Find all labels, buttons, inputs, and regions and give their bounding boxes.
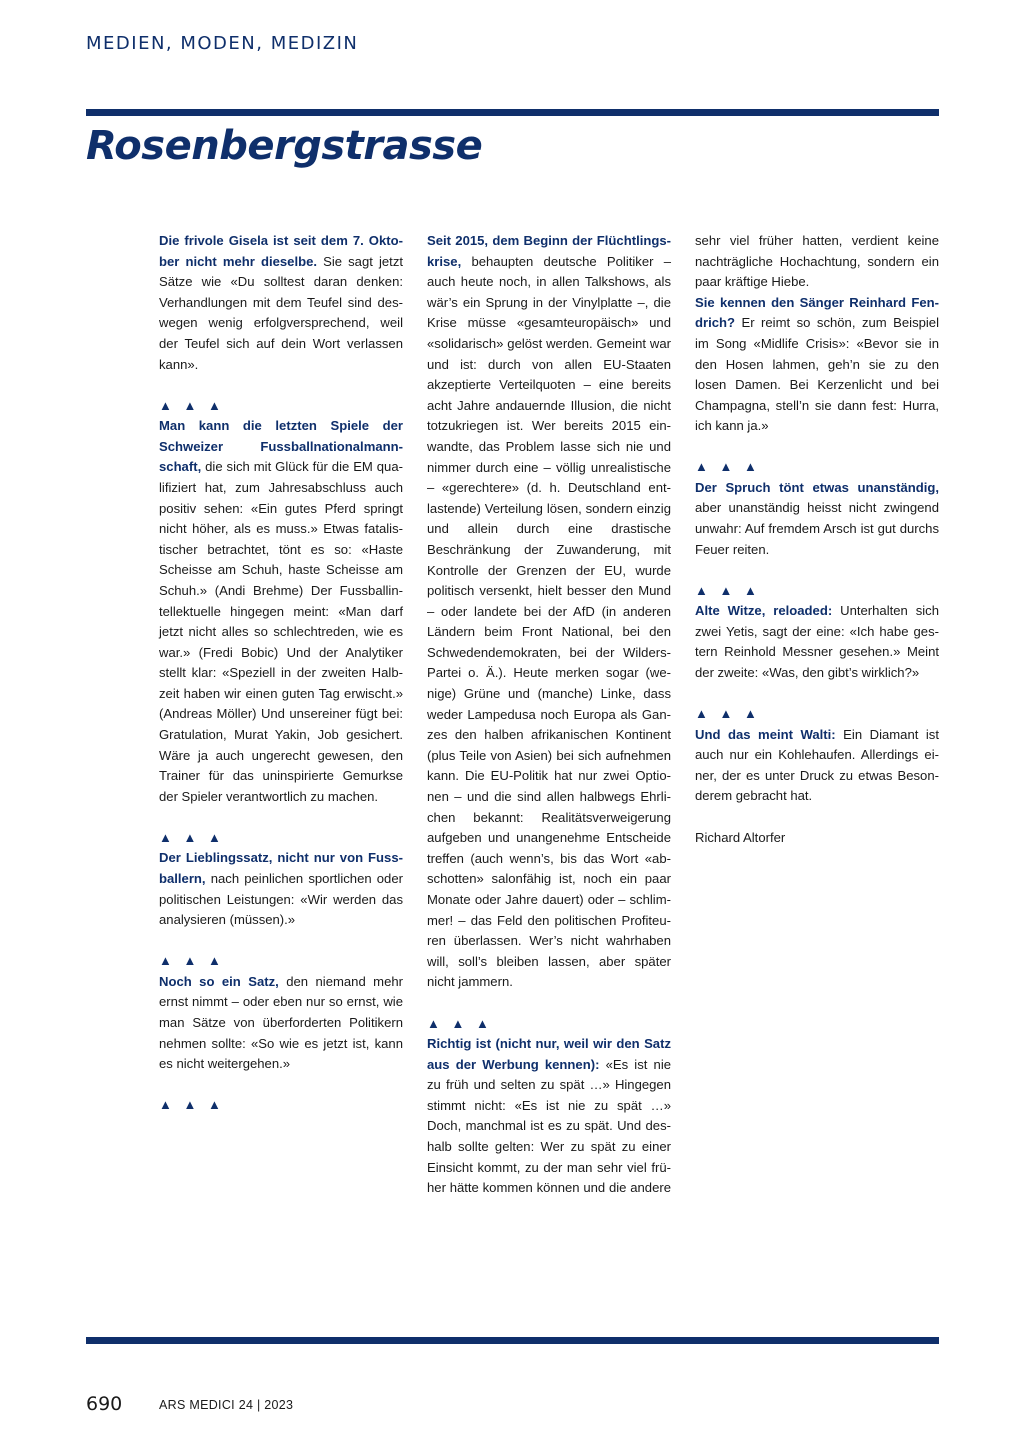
paragraph [695, 293, 939, 437]
paragraph-text: «Es ist nie zu früh und selten zu spät …» Hingegen stimmt nicht: «Es ist nie zu spät …» Doch, manchmal ist es zu spät. Und deshalb sollte gelten: Wer zu spät zu einer Einsicht kommt, zu der man sehr viel früher hätte kommen können und die andere [427, 1056, 671, 1196]
paragraph-lead: Und das meint Walti: [695, 726, 836, 742]
paragraph-text: aber unanständig heisst nicht zwingend unwahr: Auf fremdem Arsch ist gut durchs Feuer reiten. [695, 500, 939, 557]
top-rule [86, 109, 939, 116]
paragraph-lead: Die frivole Gisela ist seit dem 7. Oktober nicht mehr dieselbe. [159, 233, 403, 269]
paragraph-lead: Der Spruch tönt etwas unanständig, [695, 479, 939, 495]
paragraph [427, 231, 671, 993]
section-separator: ▲ ▲ ▲ [159, 397, 225, 413]
section-label: MEDIEN, MODEN, MEDIZIN [86, 33, 359, 54]
column-3-flow [695, 231, 939, 293]
paragraph [695, 601, 939, 683]
paragraph [159, 848, 403, 930]
paragraph-lead: Seit 2015, dem Beginn der Flüchtlingskrise, [427, 233, 671, 269]
paragraph [159, 231, 403, 375]
paragraph [159, 972, 403, 1075]
paragraph-lead: Sie kennen den Sänger Reinhard Fendrich? [695, 294, 939, 331]
column-1 [159, 231, 403, 1116]
paragraph [695, 478, 939, 560]
page-number: 690 [86, 1393, 123, 1415]
author: Richard Altorfer [695, 829, 786, 845]
section-separator: ▲ ▲ ▲ [159, 1097, 225, 1113]
paragraph-lead: Der Lieblingssatz, nicht nur von Fussballern, [159, 850, 403, 887]
paragraph [159, 416, 403, 807]
paragraph-lead: Richtig ist (nicht nur, weil wir den Satz aus der Werbung kennen): [427, 1035, 671, 1072]
paragraph-text: Sie sagt jetzt Sätze wie «Du solltest daran denken: Verhandlungen mit dem Teufel sind deswegen wenig erfolgversprechend, weil der Teufel sich auf dein Wort verlassen kann». [159, 253, 403, 372]
paragraph [427, 1034, 671, 1199]
paragraph-text: Unterhalten sich zwei Yetis, sagt der eine: «Ich habe gestern Reinhold Messner gesehen.» Meint der zweite: «Was, den gibt’s wirklich?» [695, 603, 939, 681]
paragraph-text: die sich mit Glück für die EM qualifiziert hat, zum Jahresabschluss auch positiv sehen: «Ein gutes Pferd springt nicht höher, als es muss.» Etwas fatalistischer betrachtet, tönt es so: «Haste Scheisse am Schuh, haste Scheisse am Schuh.» (Andi Brehme) Der Fussballintellektuelle hingegen meint: «Man darf jetzt nicht alles so schlechtreden, wie es war.» (Fredi Bobic) Und der Analytiker stellt klar: «Speziell in der zweiten Halbzeit haben wir einen guten Tag erwischt.» (Andreas Möller) Und unsereiner fügt bei: Gratulation, Murat Yakin, Job gesichert. Wäre ja auch ungerecht gewesen, den Trainer für das uninspirierte Gemurkse der Spieler verantwortlich zu machen. [159, 459, 403, 804]
paragraph-lead: Noch so ein Satz, [159, 973, 279, 989]
paragraph-text: behaupten deutsche Politiker – auch heute noch, in allen Talkshows, als wär’s ein Sprung in der Vinylplatte –, die Krise müsse «gesamteuropäisch» und «solidarisch» gelöst werden. Gemeint war und ist: durch von allen EU-Staaten akzeptierte Verteilquoten – eine bereits acht Jahre andauernde Illusion, die nicht totzukriegen ist. Wer bereits 2015 einwandte, das Problem lasse sich nie und nimmer durch eine – völlig unrealistische – «gerechtere» (d. h. Deutschland entlastende) Verteilung lösen, sondern einzig und allein durch eine drastische Beschränkung der Zuwanderung, mit Kontrolle der Grenzen der EU, wurde politisch versenkt, hielt besser den Mund – oder landete bei der AfD (in anderen Ländern beim Front National, bei den Schwedendemokraten, bei der Wilders-Partei o. Ä.). Heute merken sogar (wenige) Grüne und (manche) Linke, dass weder Lampedusa noch Europa als Ganzes den halben afrikanischen Kontinent (plus Teile von Asien) bei sich aufnehmen kann. Die EU-Politik hat nur zwei Optionen – und die sind allen halbwegs Ehrlichen bekannt: Realitätsverweigerung aufgeben und unangenehme Entscheide treffen (auch wenn’s, bis das Wort «abschotten» salonfähig ist, noch ein paar Monate oder Jahre dauert) oder – schlimmer! – das Feld den politischen Profiteuren überlassen. Wer’s nicht wahrhaben will, soll’s bleiben lassen, aber später nicht jammern. [427, 253, 671, 990]
paragraph-text: sehr viel früher hatten, verdient keine nachträgliche Hochachtung, sondern ein paar kräftige Hiebe. [695, 232, 939, 290]
column-3 [695, 231, 939, 848]
section-separator: ▲ ▲ ▲ [159, 953, 225, 969]
column-2 [427, 231, 671, 1199]
section-separator: ▲ ▲ ▲ [695, 459, 761, 475]
paragraph-lead: Man kann die letzten Spiele der Schweizer Fussballnationalmannschaft, [159, 418, 403, 475]
bottom-rule [86, 1337, 939, 1344]
section-separator: ▲ ▲ ▲ [427, 1015, 493, 1031]
paragraph-text: nach peinlichen sportlichen oder politischen Leistungen: «Wir werden das analysieren (müssen).» [159, 871, 403, 928]
section-separator: ▲ ▲ ▲ [695, 706, 761, 722]
section-separator: ▲ ▲ ▲ [159, 830, 225, 846]
paragraph-text: den niemand mehr ernst nimmt – oder eben nur so ernst, wie man Sätze von überforderten Politikern nehmen sollte: «So wie es jetzt ist, kann es nicht weitergehen.» [159, 973, 403, 1072]
paragraph-text: Ein Diamant ist auch nur ein Kohlehaufen. Allerdings einer, der es unter Druck zu etwas Besonderem gebracht hat. [695, 726, 939, 804]
paragraph-continuation [695, 231, 939, 293]
section-separator: ▲ ▲ ▲ [695, 582, 761, 598]
paragraph-text: Er reimt so schön, zum Beispiel im Song «Midlife Crisis»: «Bevor sie in den Hosen lahmen, geh’n sie zu den losen Damen. Bei Kerzenlicht und bei Champagna, stell’n sie dann fest: Hurra, ich kann ja.» [695, 315, 939, 434]
page-title: Rosenbergstrasse [86, 123, 483, 169]
paragraph-clip [427, 1034, 671, 1199]
paragraph [695, 231, 939, 293]
paragraph-lead: Alte Witze, reloaded: [695, 603, 833, 619]
journal-citation: ARS MEDICI 24 | 2023 [159, 1398, 294, 1412]
paragraph [695, 725, 939, 807]
